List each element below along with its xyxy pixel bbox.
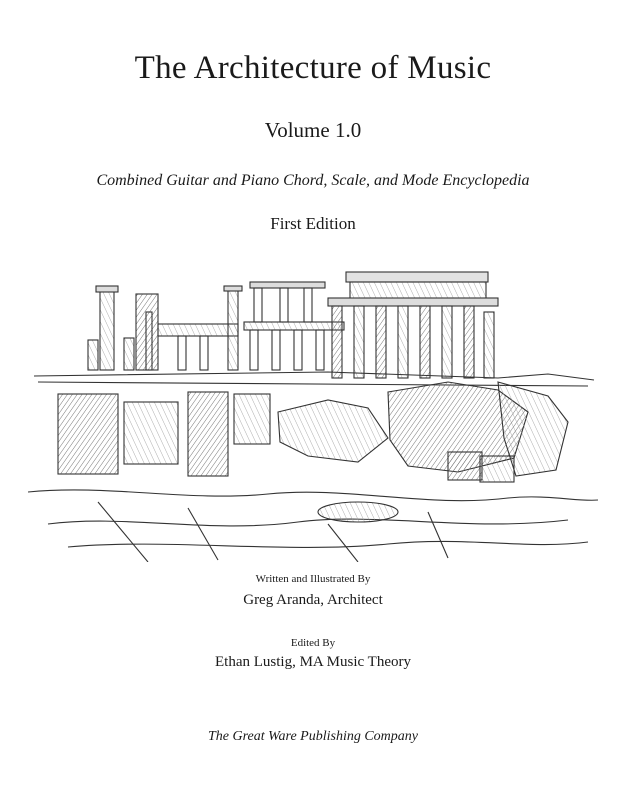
publisher-name: The Great Ware Publishing Company [208,729,418,744]
volume-label: Volume 1.0 [264,118,362,142]
author-name: Greg Aranda, Architect [243,592,383,608]
temple-ruins-sketch-icon [28,262,598,562]
book-title: The Architecture of Music [134,50,492,86]
written-by-label: Written and Illustrated By [255,573,371,585]
edited-by-label: Edited By [290,637,336,649]
edition-label: First Edition [270,214,356,233]
editor-name: Ethan Lustig, MA Music Theory [215,654,411,670]
book-subtitle: Combined Guitar and Piano Chord, Scale, and Mode Encyclopedia [96,172,530,189]
